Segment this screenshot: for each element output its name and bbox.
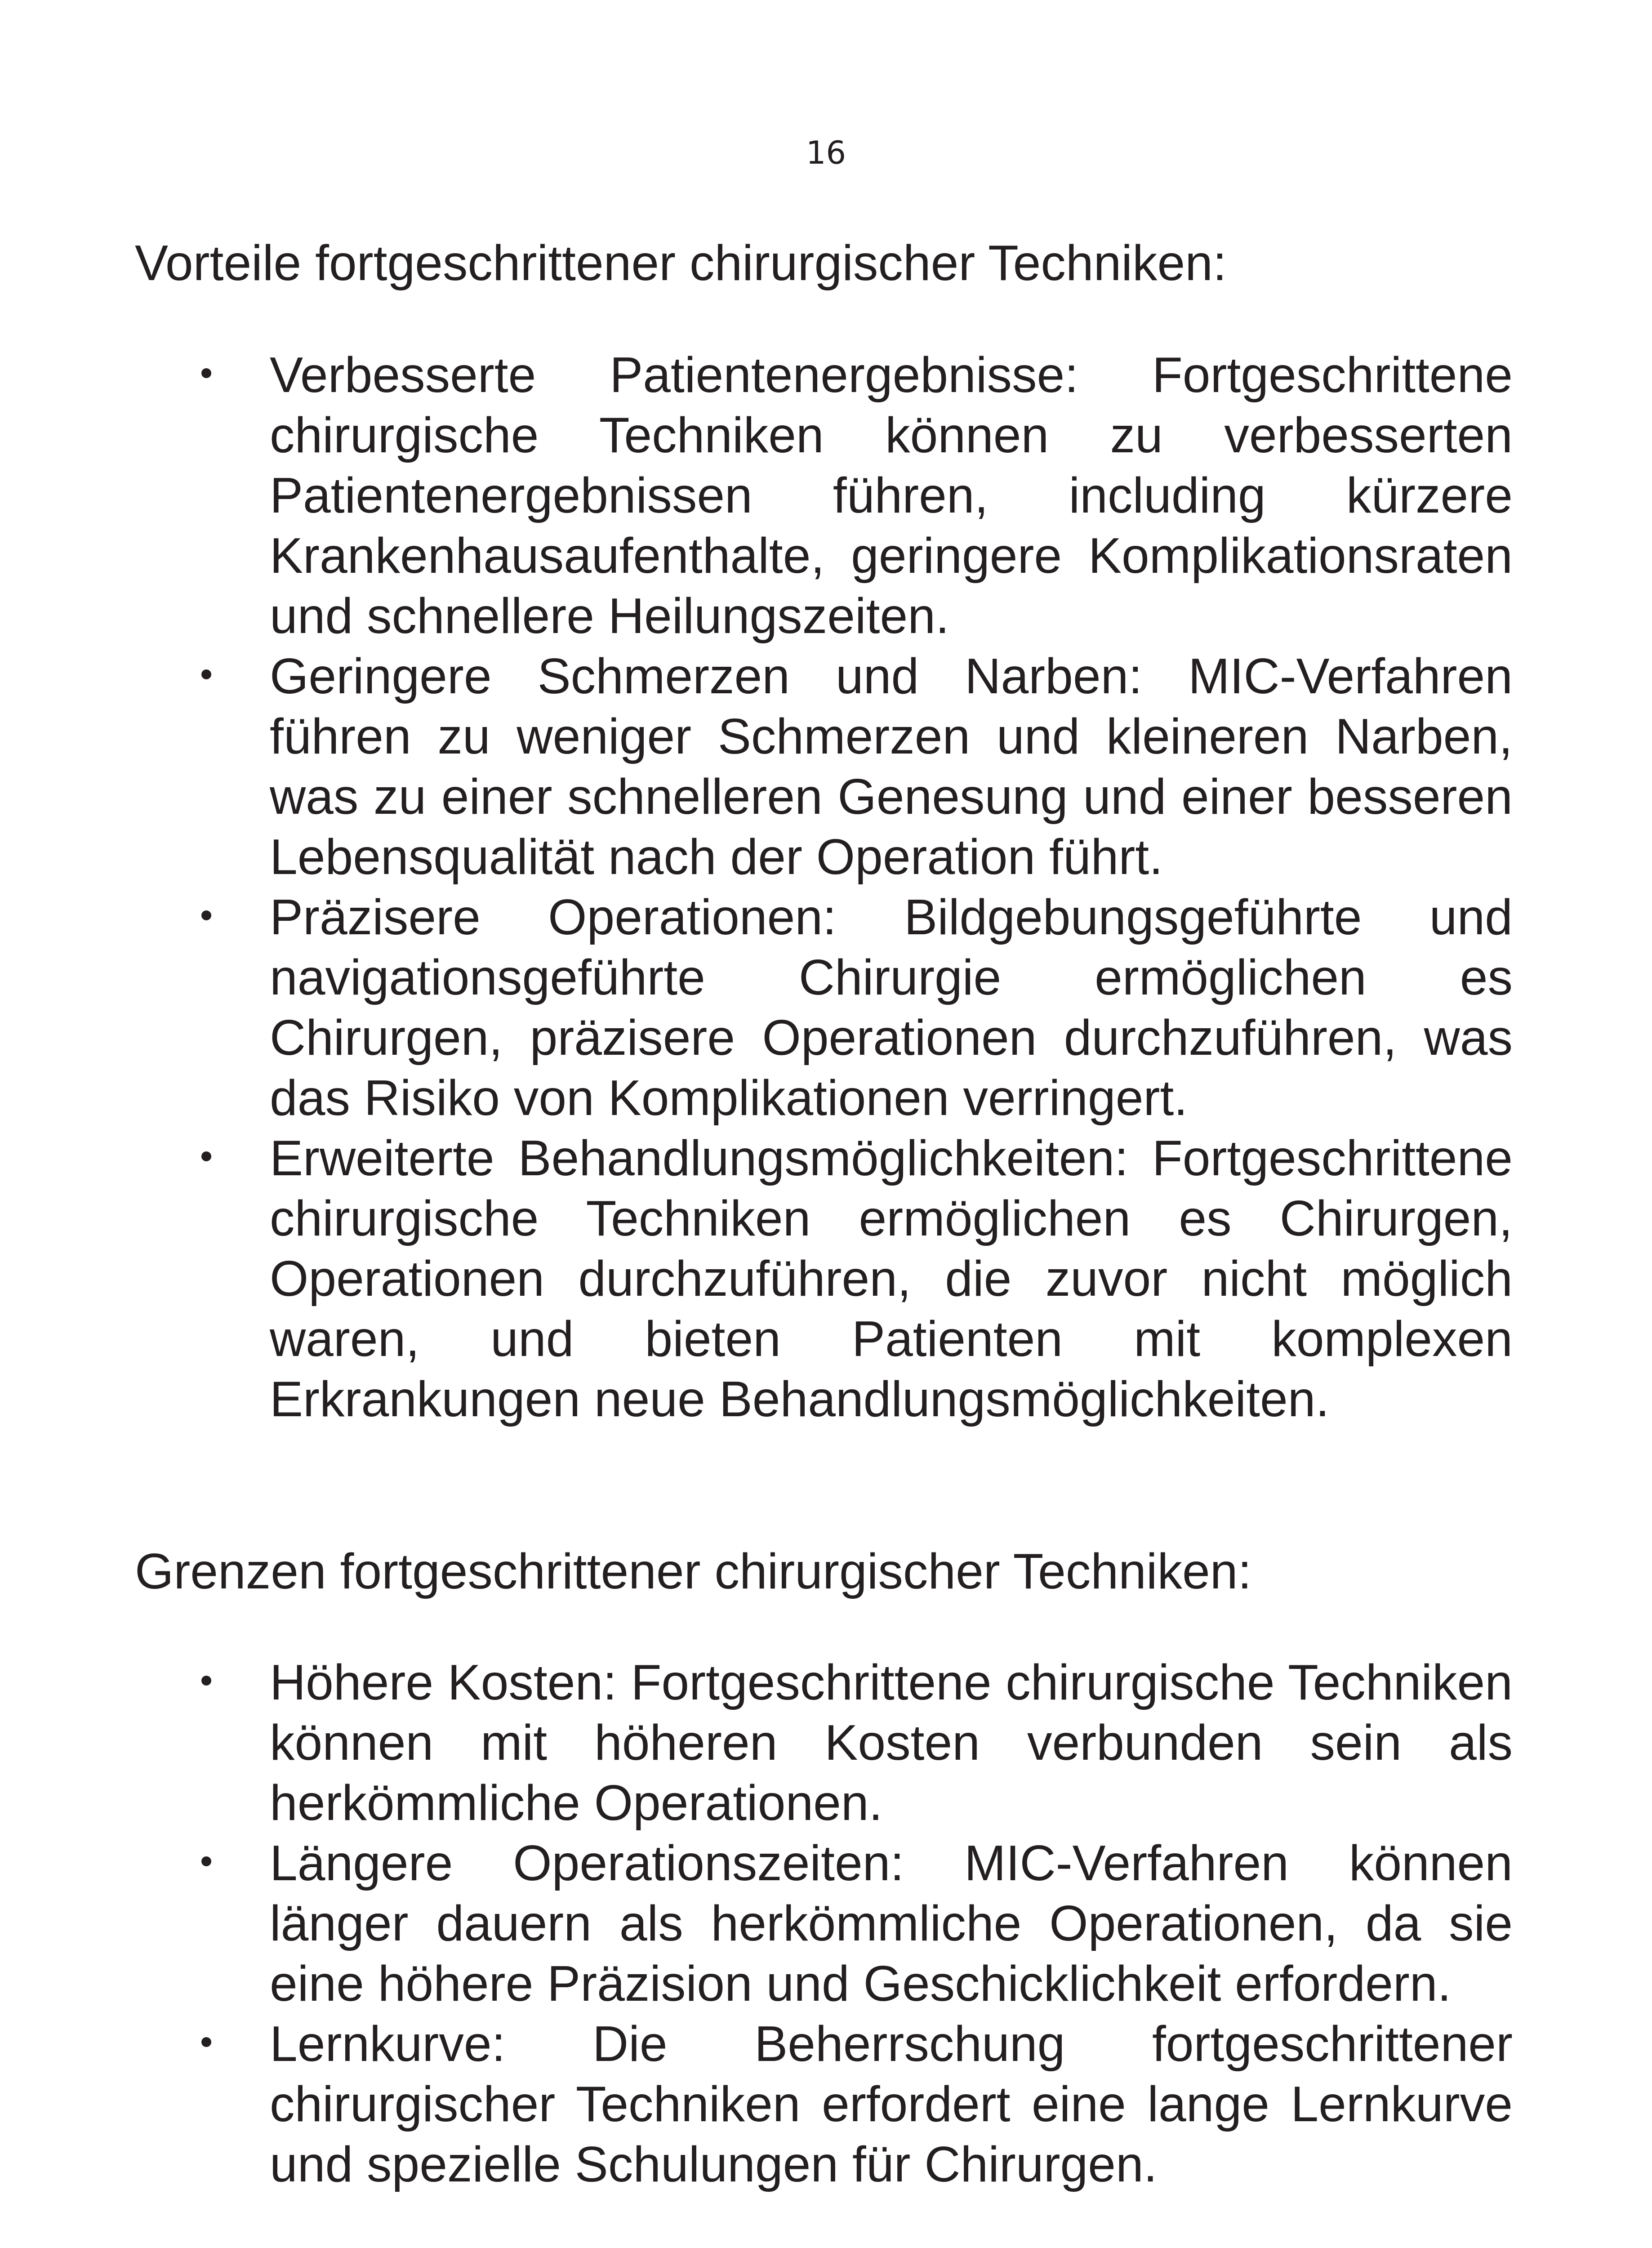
bullet-icon: [201, 1151, 211, 1161]
bullet-text: Präzisere Operationen: Bildgebungsgeführte und navigationsgeführte Chirurgie ermöglichen es Chirurgen, präzisere Operationen durchzuführen, was das Risiko von Komplikationen verringert.: [270, 889, 1513, 1126]
bullet-icon: [201, 368, 211, 378]
advantages-list: [270, 345, 1513, 1429]
bullet-icon: [201, 910, 211, 920]
bullet-text: Geringere Schmerzen und Narben: MIC-Verfahren führen zu weniger Schmerzen und kleineren Narben, was zu einer schnelleren Genesung und einer besseren Lebensqualität nach der Operation führt.: [270, 648, 1513, 885]
limitations-heading: Grenzen fortgeschrittener chirurgischer Techniken:: [135, 1543, 1252, 1599]
bullet-icon: [201, 2037, 211, 2047]
bullet-icon: [201, 1856, 211, 1866]
bullet-text: Längere Operationszeiten: MIC-Verfahren können länger dauern als herkömmliche Operationen, da sie eine höhere Präzision und Geschicklichkeit erfordern.: [270, 1835, 1513, 2012]
bullet-text: Höhere Kosten: Fortgeschrittene chirurgische Techniken können mit höheren Kosten verbunden sein als herkömmliche Operationen.: [270, 1655, 1513, 1831]
bullet-icon: [201, 1676, 211, 1686]
limitation-item-longer-times: [270, 1833, 1513, 2014]
bullet-text: Erweiterte Behandlungsmöglichkeiten: Fortgeschrittene chirurgische Techniken ermöglichen es Chirurgen, Operationen durchzuführen, die zuvor nicht möglich waren, und bieten Patienten mit komplexen Erkrankungen neue Behandlungsmöglichkeiten.: [270, 1130, 1513, 1427]
limitation-item-higher-costs: [270, 1652, 1513, 1833]
advantages-heading: Vorteile fortgeschrittener chirurgischer Techniken:: [135, 235, 1227, 291]
limitation-item-learning-curve: [270, 2014, 1513, 2194]
advantage-item-improved-outcomes: [270, 345, 1513, 646]
bullet-icon: [201, 669, 211, 679]
advantage-item-extended-options: [270, 1128, 1513, 1429]
advantage-item-less-pain: [270, 646, 1513, 887]
page-number: 16: [806, 134, 846, 171]
advantage-item-precise-operations: [270, 887, 1513, 1128]
bullet-text: Verbesserte Patientenergebnisse: Fortgeschrittene chirurgische Techniken können zu verbesserten Patientenergebnissen führen, including kürzere Krankenhausaufenthalte, geringere Komplikationsraten und schnellere Heilungszeiten.: [270, 347, 1513, 644]
limitations-list: [270, 1652, 1513, 2194]
bullet-text: Lernkurve: Die Beherrschung fortgeschrittener chirurgischer Techniken erfordert eine lange Lernkurve und spezielle Schulungen für Chirurgen.: [270, 2016, 1513, 2192]
